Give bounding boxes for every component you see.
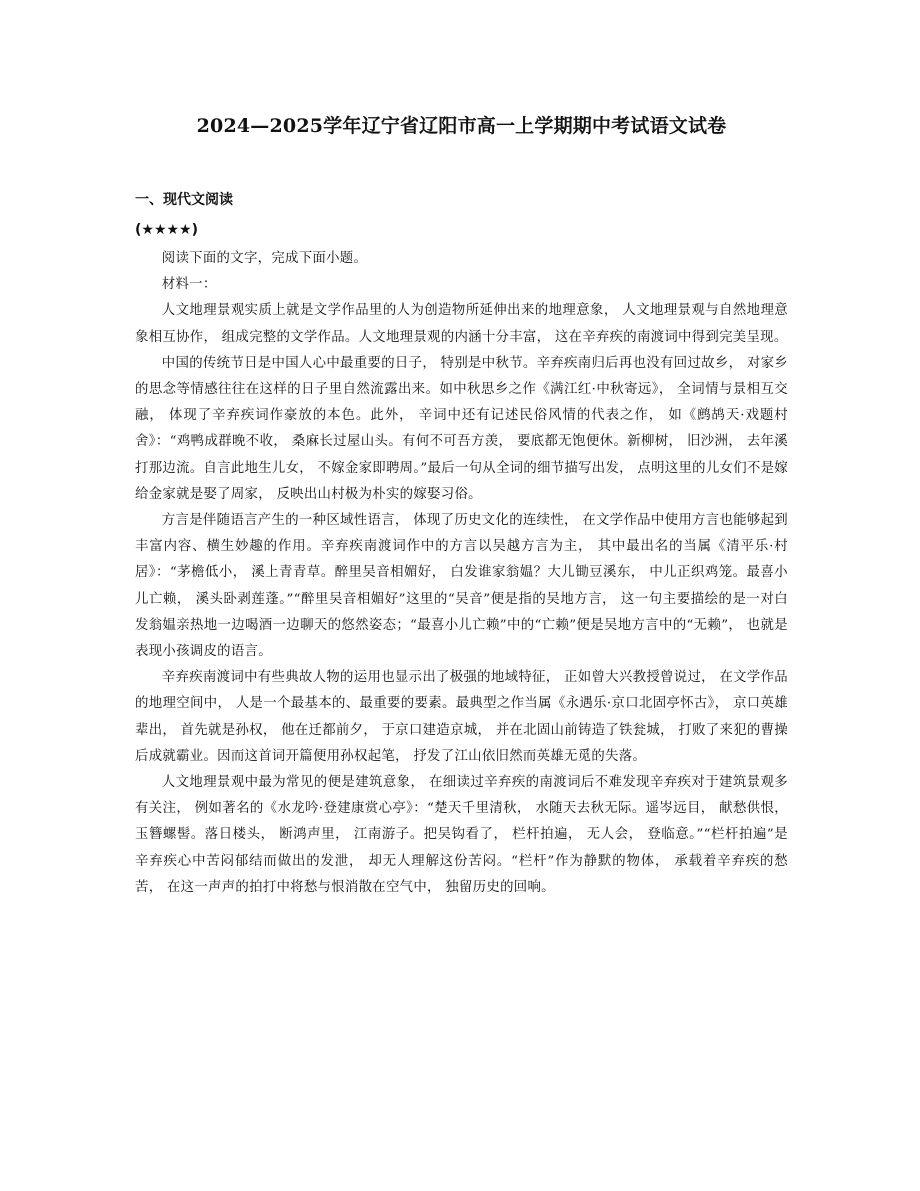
- document-title: 2024—2025学年辽宁省辽阳市高一上学期期中考试语文试卷: [196, 115, 727, 137]
- section-heading: 一、现代文阅读: [135, 192, 233, 208]
- body-paragraph: 人文地理景观实质上就是文学作品里的人为创造物所延伸出来的地理意象， 人文地理景观与自然地理意象相互协作， 组成完整的文学作品。人文地理景观的内涵十分丰富， 这在辛弃疾的南渡词中得到完美呈现。: [135, 303, 788, 345]
- difficulty-rating: (★★★★): [135, 222, 198, 238]
- instruction-paragraph: 阅读下面的文字，完成下面小题。: [161, 251, 368, 266]
- body-paragraph: 辛弃疾南渡词中有些典故人物的运用也显示出了极强的地域特征， 正如曾大兴教授曾说过， 在文学作品的地理空间中， 人是一个最基本的、最重要的要素。最典型之作当属《永遇乐·京口北固亭怀古》， 京口英雄辈出， 首先就是孙权， 他在迁都前夕， 于京口建造京城， 并在北固山前铸造了铁瓮城， 打败了来犯的曹操后成就霸业。因而这首词开篇便用孙权起笔， 抒发了江山依旧然而英雄无觅的失落。: [135, 670, 788, 764]
- body-paragraph: 人文地理景观中最为常见的便是建筑意象， 在细读过辛弃疾的南渡词后不难发现辛弃疾对于建筑景观多有关注， 例如著名的《水龙吟·登建康赏心亭》：“楚天千里清秋， 水随天去秋无际。遥岑远目， 献愁供恨， 玉簪螺髻。落日楼头， 断鸿声里， 江南游子。把吴钩看了， 栏杆拍遍， 无人会， 登临意。”“栏杆拍遍”是辛弃疾心中苦闷郁结而做出的发泄， 却无人理解这份苦闷。“栏杆”作为静默的物体， 承载着辛弃疾的愁苦， 在这一声声的拍打中将愁与恨消散在空气中， 独留历史的回响。: [135, 775, 788, 895]
- body-paragraph: 中国的传统节日是中国人心中最重要的日子， 特别是中秋节。辛弃疾南归后再也没有回过故乡， 对家乡的思念等情感往往在这样的日子里自然流露出来。如中秋思乡之作《满江红·中秋寄远》， 全词情与景相互交融， 体现了辛弃疾词作豪放的本色。此外， 辛词中还有记述民俗风情的代表之作， 如《鹧鸪天·戏题村舍》：“鸡鸭成群晚不收， 桑麻长过屋山头。有何不可吾方羡， 要底都无饱便休。新柳树， 旧沙洲， 去年溪打那边流。自言此地生儿女， 不嫁金家即聘周。”最后一句从全词的细节描写出发， 点明这里的儿女们不是嫁给金家就是娶了周家， 反映出山村极为朴实的嫁娶习俗。: [135, 355, 789, 502]
- body-paragraph: 方言是伴随语言产生的一种区域性语言， 体现了历史文化的连续性， 在文学作品中使用方言也能够起到丰富内容、横生妙趣的作用。辛弃疾南渡词作中的方言以吴越方言为主， 其中最出名的当属《清平乐·村居》：“茅檐低小， 溪上青青草。醉里吴音相媚好， 白发谁家翁媪？大儿锄豆溪东， 中儿正织鸡笼。最喜小儿亡赖， 溪头卧剥莲蓬。”“醉里吴音相媚好”这里的“吴音”便是指的吴地方言， 这一句主要描绘的是一对白发翁媪亲热地一边喝酒一边聊天的悠然姿态；“最喜小儿亡赖”中的“亡赖”便是吴地方言中的“无赖”， 也就是表现小孩调皮的语言。: [135, 513, 788, 660]
- material-label: 材料一：: [161, 277, 217, 293]
